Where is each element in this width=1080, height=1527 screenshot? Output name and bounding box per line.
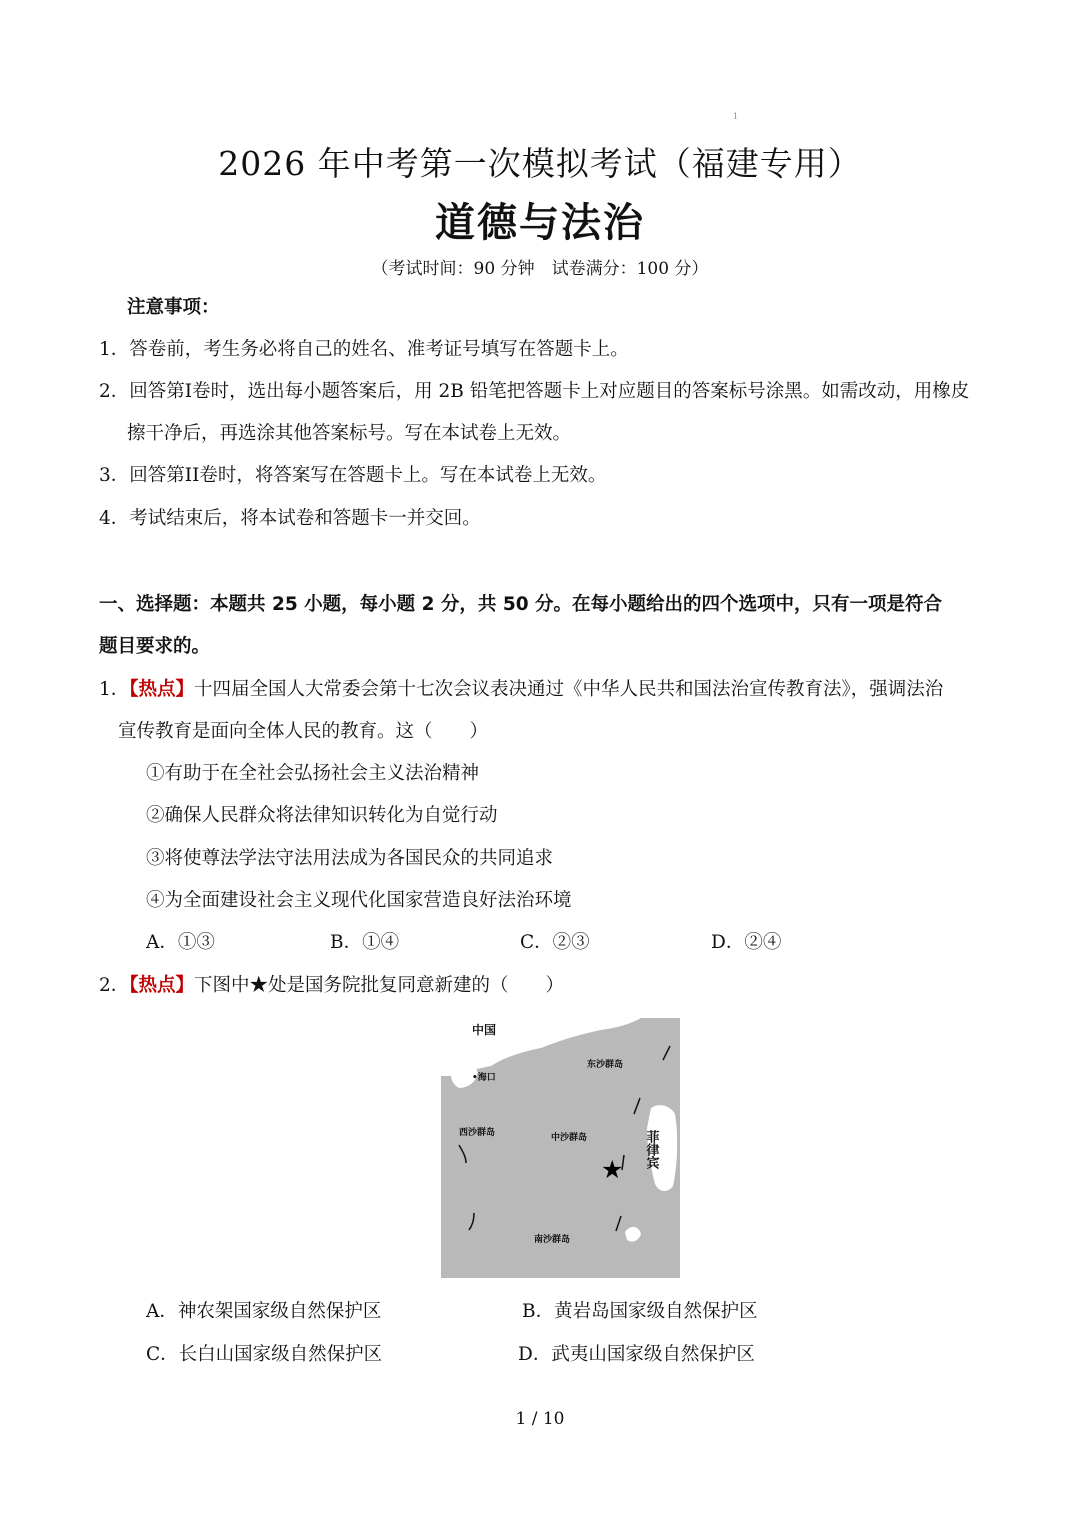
map-label-china: 中国 bbox=[472, 1023, 497, 1037]
hot-tag: 【热点】 bbox=[129, 679, 195, 700]
question-number: 2． bbox=[99, 975, 130, 996]
statement: ②确保人民群众将法律知识转化为自觉行动 bbox=[146, 805, 498, 826]
map-label-haikou: •海口 bbox=[472, 1073, 496, 1083]
question-text: 十四届全国人大常委会第十七次会议表决通过《中华人民共和国法治宣传教育法》，强调法治 bbox=[194, 679, 944, 700]
exam-title: 2026 年中考第一次模拟考试（福建专用） bbox=[218, 144, 862, 183]
hot-tag: 【热点】 bbox=[129, 975, 195, 996]
notice-item: 3．回答第II卷时，将答案写在答题卡上。写在本试卷上无效。 bbox=[99, 465, 607, 486]
exam-info: （考试时间：90 分钟 试卷满分：100 分） bbox=[371, 259, 709, 279]
notice-item: 4．考试结束后，将本试卷和答题卡一并交回。 bbox=[99, 508, 481, 529]
question-1-stem-cont: 宣传教育是面向全体人民的教育。这（ ） bbox=[118, 721, 489, 742]
option-d: D．②④ bbox=[711, 932, 782, 953]
statement: ①有助于在全社会弘扬社会主义法治精神 bbox=[146, 763, 480, 784]
option-c: C．长白山国家级自然保护区 bbox=[146, 1344, 383, 1365]
subject-title: 道德与法治 bbox=[435, 200, 645, 246]
statement: ③将使尊法学法守法用法成为各国民众的共同追求 bbox=[146, 848, 554, 869]
notice-heading: 注意事项： bbox=[127, 297, 220, 318]
question-1-stem bbox=[99, 669, 943, 711]
notice-item: 2．回答第I卷时，选出每小题答案后，用 2B 铅笔把答题卡上对应题目的答案标号涂黑。如需改动，用橡皮 bbox=[99, 381, 970, 402]
question-text: 下图中★处是国务院批复同意新建的（ ） bbox=[194, 975, 565, 996]
star-marker: ★ bbox=[601, 1155, 624, 1184]
option-b: B．①④ bbox=[330, 932, 400, 953]
map-label-dongsha: 东沙群岛 bbox=[587, 1060, 624, 1070]
page-number: 1 / 10 bbox=[515, 1409, 565, 1429]
question-number: 1． bbox=[99, 679, 130, 700]
option-b: B．黄岩岛国家级自然保护区 bbox=[522, 1301, 758, 1322]
map-label-xisha: 西沙群岛 bbox=[459, 1128, 496, 1138]
statement: ④为全面建设社会主义现代化国家营造良好法治环境 bbox=[146, 890, 572, 911]
option-a: A．神农架国家级自然保护区 bbox=[146, 1301, 382, 1322]
option-d: D．武夷山国家级自然保护区 bbox=[518, 1344, 755, 1365]
notice-item: 1．答卷前，考生务必将自己的姓名、准考证号填写在答题卡上。 bbox=[99, 339, 629, 360]
notice-item-cont: 擦干净后，再选涂其他答案标号。写在本试卷上无效。 bbox=[127, 423, 572, 444]
option-a: A．①③ bbox=[146, 932, 215, 953]
map-label-nansha: 南沙群岛 bbox=[534, 1235, 571, 1245]
south-china-sea-map bbox=[441, 1018, 680, 1278]
map-label-zhongsha: 中沙群岛 bbox=[551, 1133, 588, 1143]
map-label-philippines: 菲律宾 bbox=[643, 1130, 659, 1169]
page-mark: 1 bbox=[733, 112, 739, 121]
section-heading: 一、选择题：本题共 25 小题，每小题 2 分，共 50 分。在每小题给出的四个选项中，只有一项是符合 bbox=[99, 594, 943, 615]
option-c: C．②③ bbox=[520, 932, 590, 953]
section-heading-cont: 题目要求的。 bbox=[99, 636, 211, 657]
question-2-stem bbox=[99, 965, 564, 1007]
